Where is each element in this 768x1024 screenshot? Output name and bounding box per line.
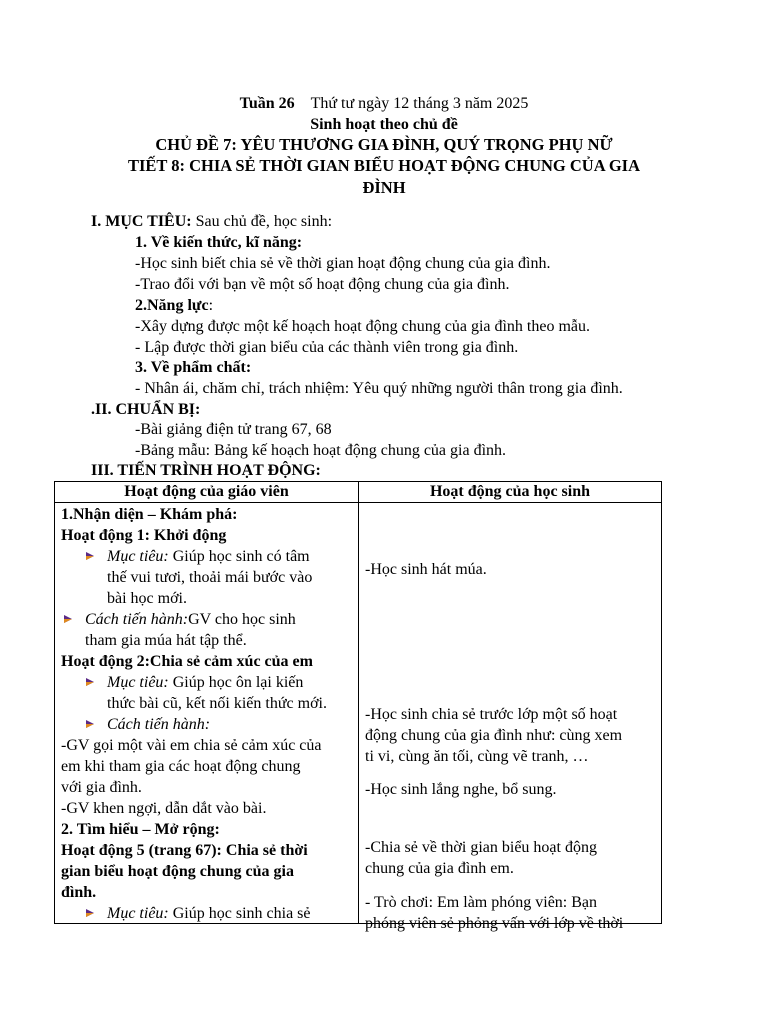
arrow-bullet-icon xyxy=(85,551,95,561)
arrow-bullet-icon xyxy=(85,908,95,918)
activity-table xyxy=(54,481,662,932)
lesson-title-line1: TIẾT 8: CHIA SẺ THỜI GIAN BIỂU HOẠT ĐỘNG CHUNG CỦA GIA xyxy=(127,156,641,175)
date-text: Thứ tư ngày 12 tháng 3 năm 2025 xyxy=(310,95,529,112)
table-row xyxy=(55,503,662,924)
activity-2-goal-line1: Mục tiêu: Giúp học ôn lại kiến xyxy=(107,674,304,691)
arrow-bullet-icon xyxy=(85,719,95,729)
week-label: Tuần 26 xyxy=(239,95,295,112)
ability-item-1: -Xây dựng được một kế hoạch hoạt động chung của gia đình theo mẫu. xyxy=(135,318,591,335)
activity-2-title: Hoạt động 2:Chia sẻ cảm xúc của em xyxy=(61,653,313,670)
preparation-item-1: -Bài giảng điện tử trang 67, 68 xyxy=(135,421,332,438)
knowledge-item-1: -Học sinh biết chia sẻ về thời gian hoạt động chung của gia đình. xyxy=(135,255,551,272)
process-heading: III. TIẾN TRÌNH HOẠT ĐỘNG: xyxy=(91,462,321,479)
student-activity-2-line3: ti vi, cùng ăn tối, cùng vẽ tranh, … xyxy=(365,748,589,765)
lesson-title-line2: ĐÌNH xyxy=(362,178,406,197)
quality-item-1: - Nhân ái, chăm chỉ, trách nhiệm: Yêu quý những người thân trong gia đình. xyxy=(135,380,623,397)
activity-5-title-line3: đình. xyxy=(61,884,97,901)
preparation-item-2: -Bảng mẫu: Bảng kế hoạch hoạt động chung của gia đình. xyxy=(135,442,507,459)
student-activity-2-line2: động chung của gia đình như: cùng xem xyxy=(365,727,623,744)
topic-title: CHỦ ĐỀ 7: YÊU THƯƠNG GIA ĐÌNH, QUÝ TRỌNG PHỤ NỮ xyxy=(155,135,613,154)
teacher-column-header: Hoạt động của giáo viên xyxy=(55,482,359,503)
activity-1-method-line1: Cách tiến hành:GV cho học sinh xyxy=(85,611,296,628)
objectives-intro: Sau chủ đề, học sinh: xyxy=(191,213,333,230)
objectives-heading: I. MỤC TIÊU: xyxy=(91,213,192,230)
table-header-row xyxy=(55,482,662,503)
activity-5-title-line1: Hoạt động 5 (trang 67): Chia sẻ thời xyxy=(61,842,308,859)
preparation-heading: .II. CHUẨN BỊ: xyxy=(91,401,201,418)
knowledge-heading: 1. Về kiến thức, kĩ năng: xyxy=(135,234,303,251)
section-1-heading: 1.Nhận diện – Khám phá: xyxy=(61,506,238,523)
section-2-heading: 2. Tìm hiểu – Mở rộng: xyxy=(61,821,220,838)
student-activity-4-line2: chung của gia đình em. xyxy=(365,860,514,877)
objectives-line xyxy=(91,212,332,232)
arrow-bullet-icon xyxy=(85,677,95,687)
quality-heading: 3. Về phẩm chất: xyxy=(135,359,252,376)
activity-1-title: Hoạt động 1: Khởi động xyxy=(61,527,227,544)
teacher-cell xyxy=(55,503,359,924)
ability-item-2: - Lập được thời gian biểu của các thành viên trong gia đình. xyxy=(135,339,519,356)
activity-2-method-label: Cách tiến hành: xyxy=(107,716,211,733)
student-activity-2-line1: -Học sinh chia sẻ trước lớp một số hoạt xyxy=(365,706,618,723)
ability-heading: 2.Năng lực: xyxy=(135,297,214,314)
activity-1-goal-line2: thế vui tươi, thoải mái bước vào xyxy=(107,569,313,586)
student-activity-4-line1: -Chia sẻ về thời gian biểu hoạt động xyxy=(365,839,597,856)
activity-5-goal-line1: Mục tiêu: Giúp học sinh chia sẻ xyxy=(107,905,311,922)
date-line xyxy=(0,94,768,114)
activity-2-line4: -GV khen ngợi, dẫn dắt vào bài. xyxy=(61,800,267,817)
activity-2-line2: em khi tham gia các hoạt động chung xyxy=(61,758,301,775)
activity-1-goal-line3: bài học mới. xyxy=(107,590,187,607)
student-cell xyxy=(359,503,662,932)
student-activity-5-line1: - Trò chơi: Em làm phóng viên: Bạn xyxy=(365,894,598,911)
student-activity-1: -Học sinh hát múa. xyxy=(365,561,487,578)
student-activity-5-line2: phóng viên sẻ phỏng vấn với lớp về thời xyxy=(365,915,624,932)
student-activity-3: -Học sinh lắng nghe, bổ sung. xyxy=(365,781,557,798)
subtitle: Sinh hoạt theo chủ đề xyxy=(310,116,458,133)
activity-2-goal-line2: thức bài cũ, kết nối kiến thức mới. xyxy=(107,695,327,712)
activity-2-line3: với gia đình. xyxy=(61,779,142,796)
activity-5-title-line2: gian biểu hoạt động chung của gia xyxy=(61,863,294,880)
arrow-bullet-icon xyxy=(63,614,73,624)
student-column-header: Hoạt động của học sinh xyxy=(359,482,662,503)
activity-1-method-line2: tham gia múa hát tập thể. xyxy=(85,632,247,649)
activity-1-goal-line1: Mục tiêu: Giúp học sinh có tâm xyxy=(107,548,310,565)
activity-2-line1: -GV gọi một vài em chia sẻ cảm xúc của xyxy=(61,737,322,754)
knowledge-item-2: -Trao đổi với bạn về một số hoạt động chung của gia đình. xyxy=(135,276,510,293)
